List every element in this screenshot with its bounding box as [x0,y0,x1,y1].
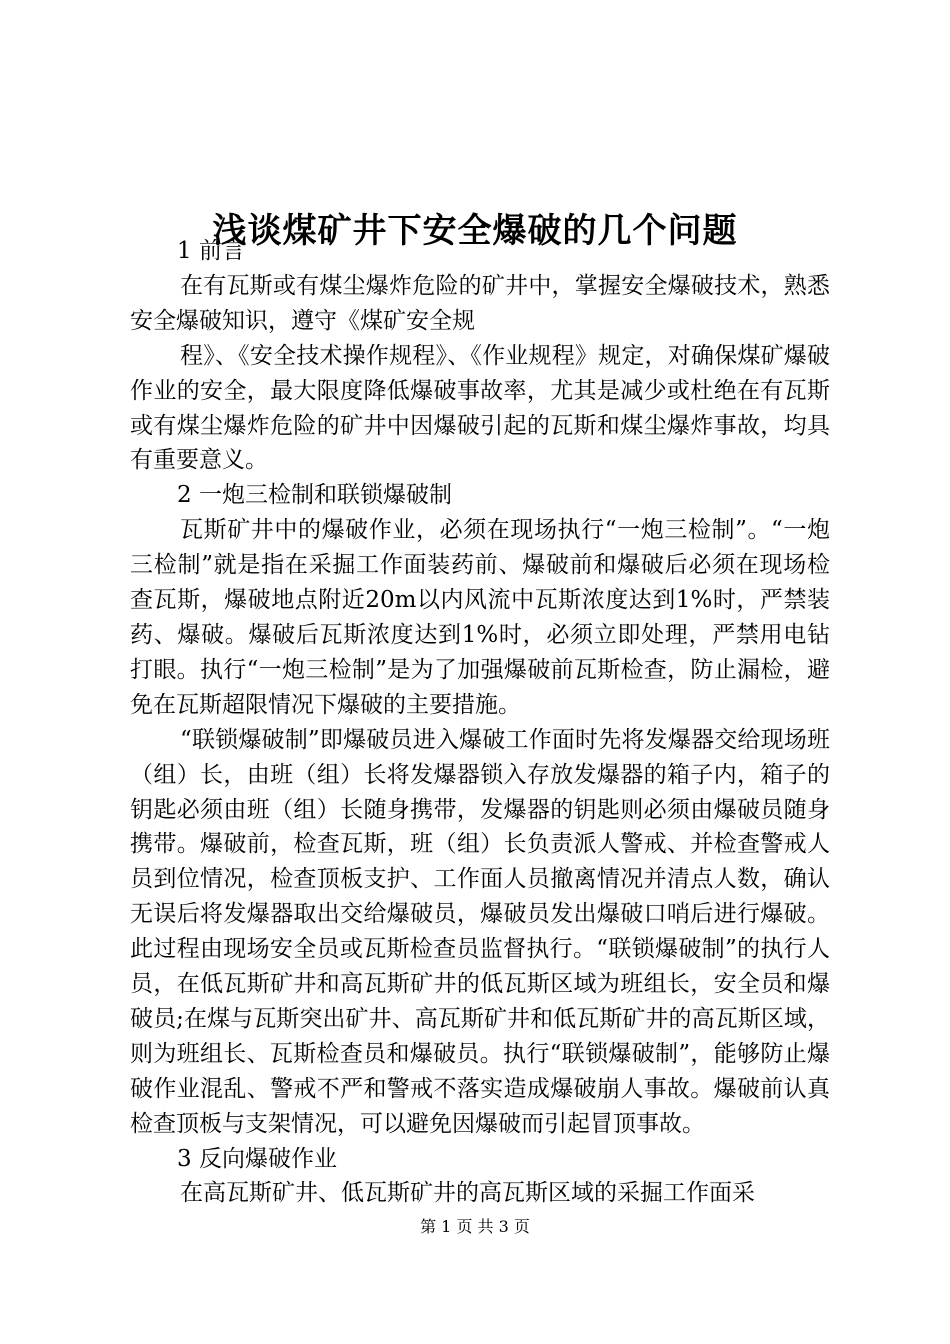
section-heading-preface: 1 前言 [177,238,245,264]
document-title: 浅谈煤矿井下安全爆破的几个问题 [212,210,738,251]
document-body [130,234,830,1211]
paragraph: 在有瓦斯或有煤尘爆炸危险的矿井中，掌握安全爆破技术，熟悉安全爆破知识，遵守《煤矿安全规 [130,272,830,334]
paragraph: “联锁爆破制”即爆破员进入爆破工作面时先将发爆器交给现场班（组）长，由班（组）长将发爆器锁入存放发爆器的箱子内，箱子的钥匙必须由班（组）长随身携带，发爆器的钥匙则必须由爆破员随身携带。爆破前，检查瓦斯，班（组）长负责派人警戒、并检查警戒人员到位情况，检查顶板支护、工作面人员撤离情况并清点人数，确认无误后将发爆器取出交给爆破员，爆破员发出爆破口哨后进行爆破。此过程由现场安全员或瓦斯检查员监督执行。“联锁爆破制”的执行人员，在低瓦斯矿井和高瓦斯矿井的低瓦斯区域为班组长，安全员和爆破员;在煤与瓦斯突出矿井、高瓦斯矿井和低瓦斯矿井的高瓦斯区域，则为班组长、瓦斯检查员和爆破员。执行“联锁爆破制”，能够防止爆破作业混乱、警戒不严和警戒不落实造成爆破崩人事故。爆破前认真检查顶板与支架情况，可以避免因爆破而引起冒顶事故。 [130,726,830,1137]
paragraph: 程》、《安全技术操作规程》、《作业规程》规定，对确保煤矿爆破作业的安全，最大限度降低爆破事故率，尤其是减少或杜绝在有瓦斯或有煤尘爆炸危险的矿井中因爆破引起的瓦斯和煤尘爆炸事故，均具有重要意义。 [130,342,830,474]
section-heading-reverse-blasting: 3 反向爆破作业 [177,1145,337,1172]
paragraph: 瓦斯矿井中的爆破作业，必须在现场执行“一炮三检制”。“一炮三检制”就是指在采掘工作面装药前、爆破前和爆破后必须在现场检查瓦斯，爆破地点附近20m以内风流中瓦斯浓度达到1%时，严禁装药、爆破。爆破后瓦斯浓度达到1%时，必须立即处理，严禁用电钻打眼。执行“一炮三检制”是为了加强爆破前瓦斯检查，防止漏检，避免在瓦斯超限情况下爆破的主要措施。 [130,517,830,718]
page-number-footer: 第 1 页 共 3 页 [420,1217,530,1236]
section-heading-one-shot-three-checks: 2 一炮三检制和联锁爆破制 [177,482,452,509]
paragraph: 在高瓦斯矿井、低瓦斯矿井的高瓦斯区域的采掘工作面采 [180,1180,755,1207]
